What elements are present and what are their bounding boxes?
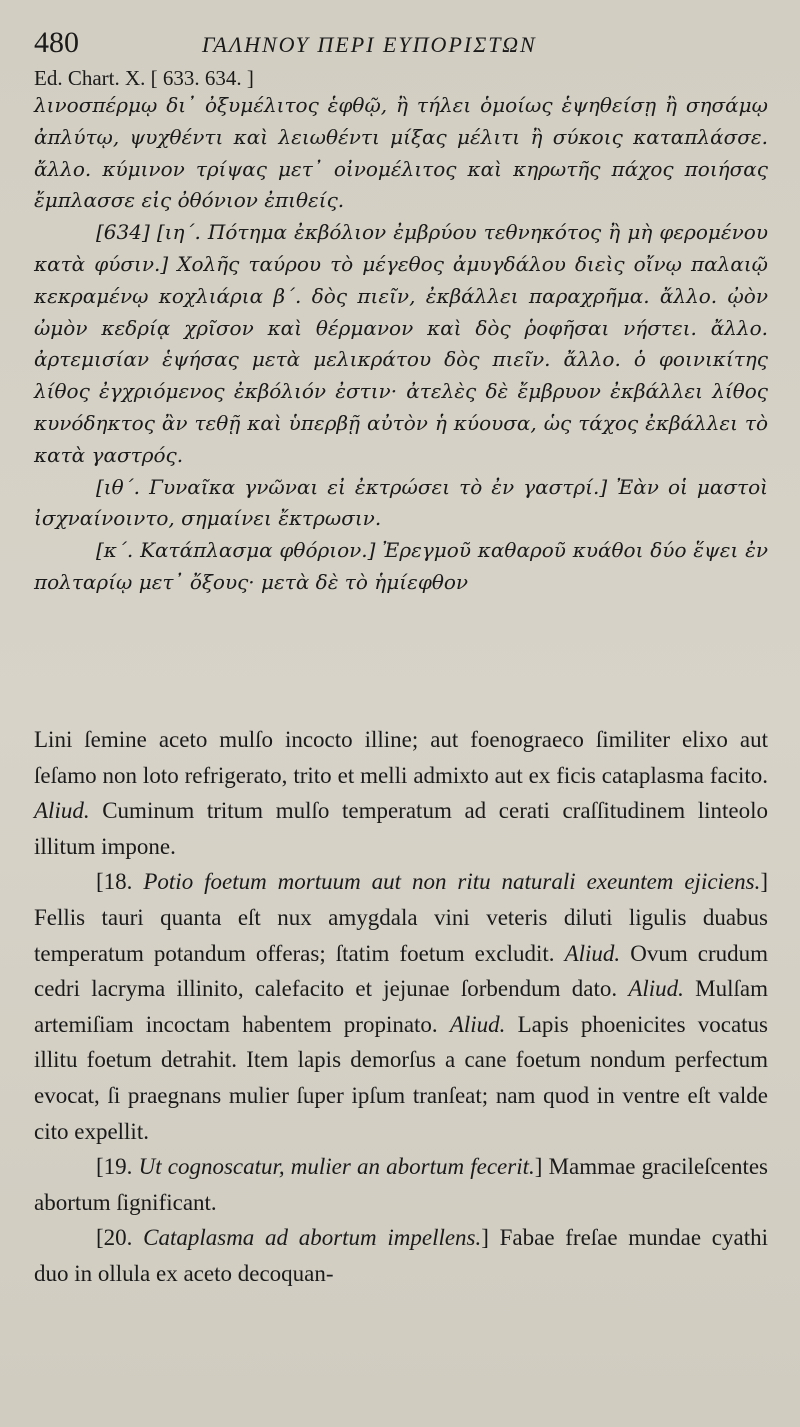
latin-heading-18: Potio foetum mortuum aut non ritu naturali exeuntem ejiciens. — [143, 869, 761, 895]
page-number: 480 — [34, 26, 79, 59]
latin-paragraph-4 — [34, 1220, 768, 1291]
aliud-label: Aliud. — [628, 976, 684, 1002]
section-number-19: [19. — [96, 1154, 133, 1180]
latin-text-block — [34, 722, 768, 1292]
latin-heading-20: Cataplasma ad abortum impellens. — [143, 1225, 482, 1251]
greek-body-18: Χολῆς ταύρου τὸ μέγεθος ἀμυγδάλου διεὶς οἴνῳ παλαιῷ κεκραμένῳ κοχλιάρια β΄. δὸς πιεῖν, ἐκβάλλει παραχρῆμα. ἄλλο. ᾠὸν ὠμὸν κεδρίᾳ χρῖσον καὶ θέρμανον καὶ δὸς ῥοφῆσαι νήστει. ἄλλο. ἀρτεμισίαν ἑψήσας μετὰ μελικράτου δὸς πιεῖν. ἄλλο. ὁ φοινικίτης λίθος ἐγχριόμενος ἐκβόλιόν ἐστιν· ἀτελὲς δὲ ἔμβρυον ἐκβάλλει λίθος κυνόδηκτος ἂν τεθῇ καὶ ὑπερβῇ αὐτὸν ἡ κύουσα, ὡς τάχος ἐκβάλλει τὸ κατὰ γαστρός. — [34, 251, 768, 467]
latin-heading-19: Ut cognoscatur, mulier an abortum fecerit. — [138, 1154, 535, 1180]
section-number-20: [20. — [96, 1225, 133, 1251]
greek-paragraph-1: λινοσπέρμῳ δι᾽ ὀξυμέλιτος ἑφθῷ, ἢ τήλει ὁμοίως ἑψηθείσῃ ἢ σησάμῳ ἀπλύτῳ, ψυχθέντι καὶ λειωθέντι μίξας μέλιτι ἢ σύκοις καταπλάσσε. ἄλλο. κύμινον τρίψας μετ᾽ οἰνομέλιτος καὶ κηρωτῆς πάχος ποιήσας ἔμπλασσε εἰς ὀθόνιον ἐπιθείς. — [34, 93, 768, 213]
greek-heading-20: [κ΄. Κατάπλασμα φθόριον.] — [96, 538, 376, 563]
latin-text: Ovum crudum cedri lacryma illinito, calefacito et jejunae ſorbendum dato. — [34, 940, 769, 1002]
edition-reference: Ed. Chart. X. [ 633. 634. ] — [34, 66, 254, 90]
section-number-18: [18. — [96, 869, 133, 895]
latin-text: Cuminum tritum mulſo temperatum ad cerati craſſitudinem linteolo illitum impone. — [34, 798, 768, 859]
page-header — [34, 26, 774, 68]
greek-body-19: Ἐὰν οἱ μαστοὶ ἰσχναίνοιντο, σημαίνει ἔκτρωσιν. — [34, 474, 769, 531]
aliud-label: Aliud. — [564, 940, 621, 966]
greek-paragraph-3 — [34, 472, 768, 536]
latin-paragraph-1 — [34, 722, 768, 864]
greek-paragraph-4 — [34, 535, 768, 599]
latin-text: Fellis tauri quanta eſt nux amygdala vini veteris diluti ligulis duabus temperatum potandum offeras; ſtatim foetum excludit. — [34, 904, 768, 966]
latin-text: Mammae gracileſcentes abortum ſignificant. — [34, 1154, 769, 1215]
latin-paragraph-3 — [34, 1149, 768, 1220]
running-title: ΓΑΛΗΝΟΥ ΠΕΡΙ ΕΥΠΟΡΙΣΤΩΝ — [202, 32, 537, 57]
bracket-close: ] — [760, 869, 769, 895]
latin-text: Lini ſemine aceto mulſo incocto illine; aut foenograeco ſimiliter elixo aut ſeſamo non loto refrigerato, trito et melli admixto aut ex ficis cataplasma facito. — [34, 727, 768, 788]
bracket-close: ] — [481, 1225, 489, 1251]
greek-paragraph-2 — [34, 217, 768, 471]
aliud-label: Aliud. — [34, 798, 90, 824]
aliud-label: Aliud. — [449, 1011, 506, 1037]
greek-body-20: Ἐρεγμοῦ καθαροῦ κυάθοι δύο ἕψει ἐν πολταρίῳ μετ᾽ ὄξους· μετὰ δὲ τὸ ἡμίεφθον — [34, 538, 769, 594]
greek-heading-18: [ιη΄. Πότημα ἐκβόλιον ἐμβρύου τεθνηκότος ἢ μὴ φερομένου κατὰ φύσιν.] — [34, 220, 768, 276]
latin-text: Lapis phoenicites vocatus illitu foetum detrahit. Item lapis demorſus a cane foetum nondum perfectum evocat, ſi praegnans mulier ſuper ipſum tranſeat; nam quod in ventre eſt valde cito expellit. — [34, 1011, 769, 1144]
greek-page-marker: [634] — [96, 220, 150, 245]
bracket-close: ] — [534, 1154, 543, 1180]
latin-text: Mulſam artemiſiam incoctam habentem propinato. — [34, 976, 769, 1037]
greek-text-block — [34, 90, 768, 599]
latin-text: Fabae freſae mundae cyathi duo in ollula ex aceto decoquan- — [34, 1225, 768, 1286]
greek-heading-19: [ιθ΄. Γυναῖκα γνῶναι εἰ ἐκτρώσει τὸ ἐν γαστρί.] — [96, 474, 608, 499]
latin-paragraph-2 — [34, 864, 768, 1149]
